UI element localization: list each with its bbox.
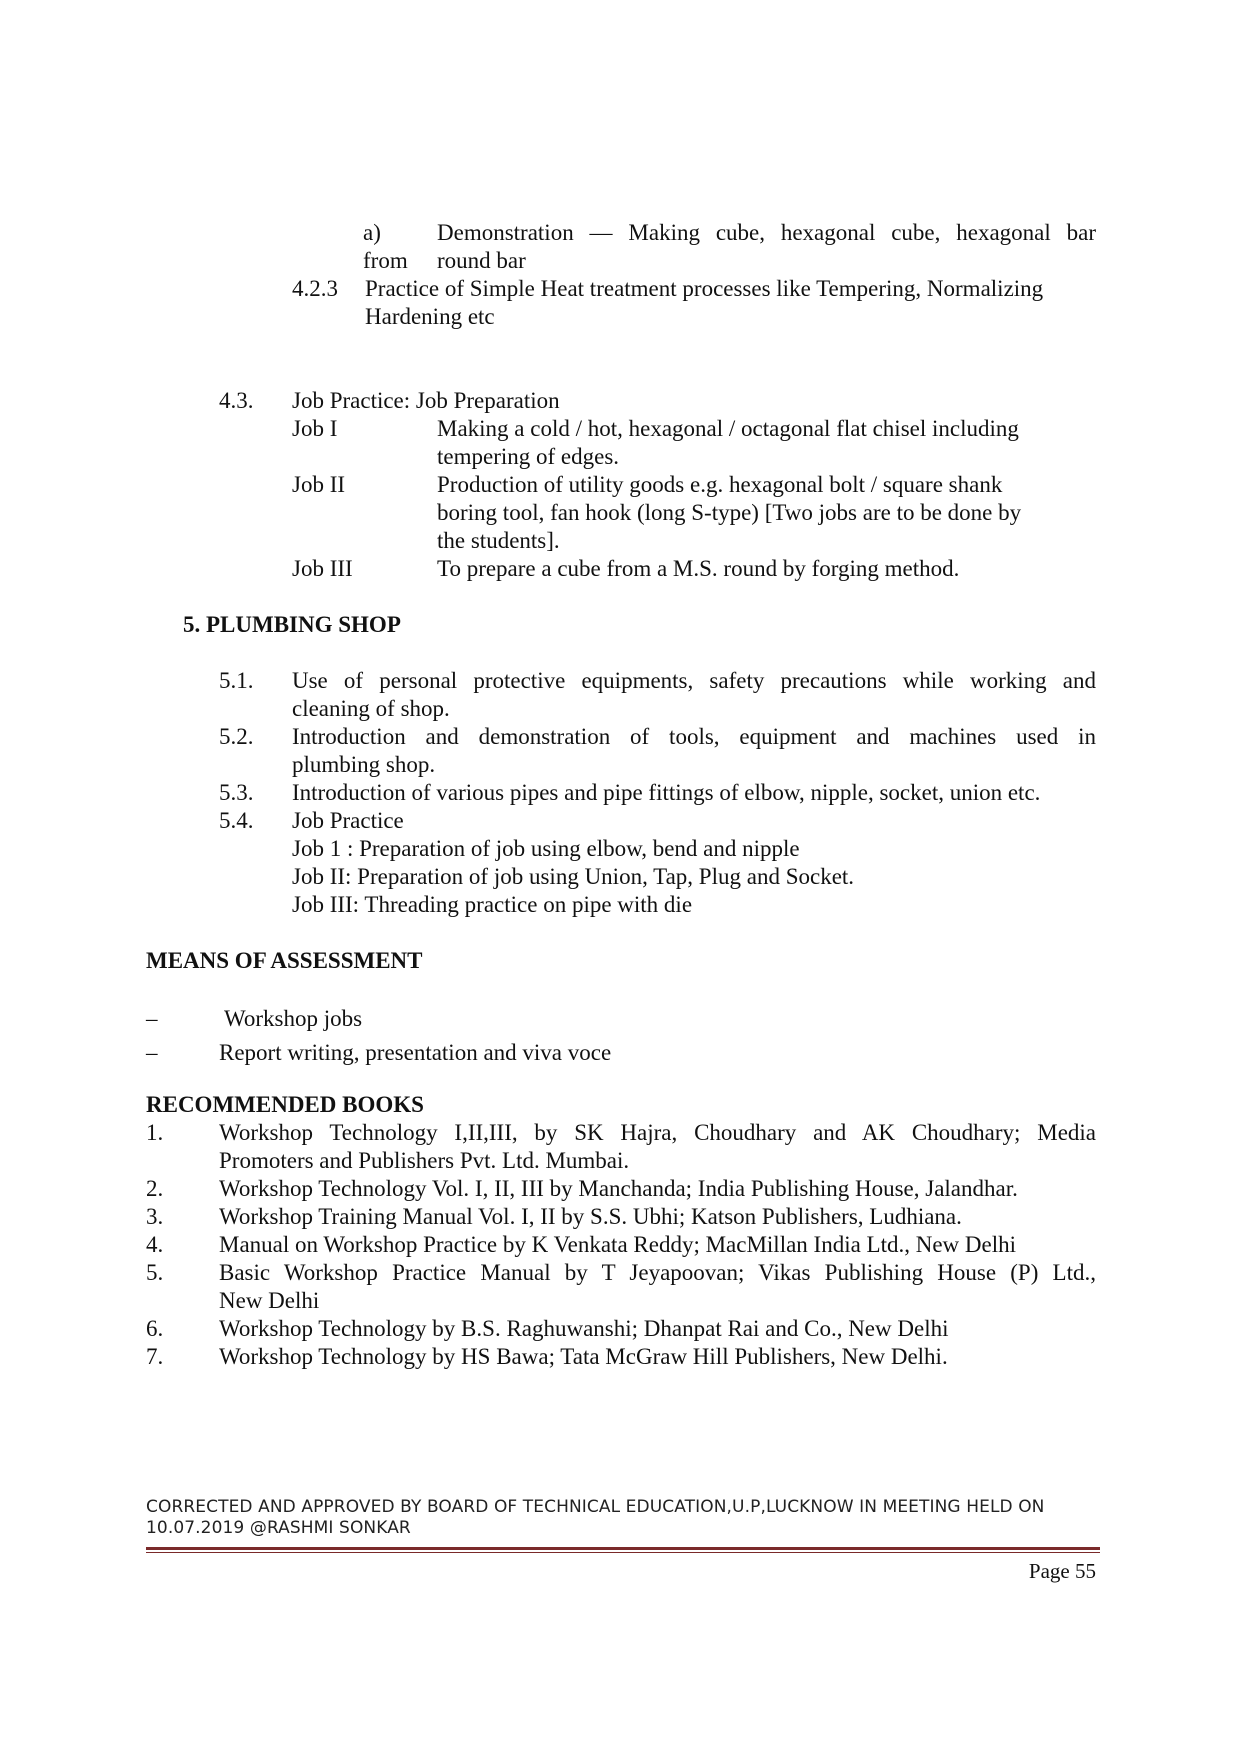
plumbing-item-number: 5.1. — [219, 668, 254, 693]
book-line: Workshop Technology I,II,III, by SK Hajra, Choudhary and AK Choudhary; Media — [219, 1120, 1096, 1145]
book-line: Promoters and Publishers Pvt. Ltd. Mumbai. — [219, 1148, 630, 1173]
assessment-dash: – — [146, 1040, 158, 1065]
job-line: boring tool, fan hook (long S-type) [Two jobs are to be done by — [437, 500, 1022, 525]
assessment-dash: – — [146, 1006, 158, 1031]
section-43-number: 4.3. — [219, 388, 254, 413]
footer-approval-line1: CORRECTED AND APPROVED BY BOARD OF TECHNICAL EDUCATION,U.P,LUCKNOW IN MEETING HELD ON — [146, 1497, 1045, 1517]
plumbing-item-number: 5.3. — [219, 780, 254, 805]
item-a-label: a) — [363, 220, 381, 245]
book-line: Basic Workshop Practice Manual by T Jeyapoovan; Vikas Publishing House (P) Ltd., — [219, 1260, 1096, 1285]
assessment-item: Report writing, presentation and viva voce — [219, 1040, 612, 1065]
section-423-line1: Practice of Simple Heat treatment processes like Tempering, Normalizing — [365, 276, 1044, 301]
section-423-number: 4.2.3 — [292, 276, 338, 301]
plumbing-item-line: cleaning of shop. — [292, 696, 450, 721]
book-number: 5. — [146, 1260, 164, 1285]
book-line: New Delhi — [219, 1288, 320, 1313]
footer-approval-line2: 10.07.2019 @RASHMI SONKAR — [146, 1518, 411, 1538]
job-line: the students]. — [437, 528, 560, 553]
job-label: Job I — [292, 416, 338, 441]
book-line: Workshop Training Manual Vol. I, II by S.S. Ubhi; Katson Publishers, Ludhiana. — [219, 1204, 962, 1229]
job-line: Production of utility goods e.g. hexagonal bolt / square shank — [437, 472, 1003, 497]
plumbing-item-line: plumbing shop. — [292, 752, 436, 777]
job-label: Job II — [292, 472, 346, 497]
job-line: tempering of edges. — [437, 444, 620, 469]
assessment-heading: MEANS OF ASSESSMENT — [146, 948, 423, 973]
item-a-from: from — [363, 248, 408, 273]
book-line: Manual on Workshop Practice by K Venkata Reddy; MacMillan India Ltd., New Delhi — [219, 1232, 1017, 1257]
section-43-title: Job Practice: Job Preparation — [292, 388, 560, 413]
plumbing-job: Job 1 : Preparation of job using elbow, bend and nipple — [292, 836, 800, 861]
item-a-text-line2: round bar — [437, 248, 526, 273]
book-number: 1. — [146, 1120, 164, 1145]
plumbing-job: Job II: Preparation of job using Union, Tap, Plug and Socket. — [292, 864, 855, 889]
book-number: 4. — [146, 1232, 164, 1257]
plumbing-heading: 5. PLUMBING SHOP — [183, 612, 401, 637]
plumbing-item-line: Use of personal protective equipments, safety precautions while working and — [292, 668, 1096, 693]
page-number: Page 55 — [1028, 1559, 1096, 1583]
job-label: Job III — [292, 556, 353, 581]
job-line: To prepare a cube from a M.S. round by forging method. — [437, 556, 960, 581]
item-a-text-line1: Demonstration — Making cube, hexagonal cube, hexagonal bar — [437, 220, 1096, 245]
footer-rule — [146, 1547, 1100, 1550]
plumbing-item-number: 5.2. — [219, 724, 254, 749]
plumbing-item-number: 5.4. — [219, 808, 254, 833]
plumbing-item-line: Job Practice — [292, 808, 404, 833]
job-line: Making a cold / hot, hexagonal / octagonal flat chisel including — [437, 416, 1019, 441]
footer-rule-thin — [146, 1552, 1100, 1553]
book-number: 6. — [146, 1316, 164, 1341]
book-number: 3. — [146, 1204, 164, 1229]
books-heading: RECOMMENDED BOOKS — [146, 1092, 424, 1117]
section-423-line2: Hardening etc — [365, 304, 495, 329]
book-line: Workshop Technology Vol. I, II, III by Manchanda; India Publishing House, Jalandhar. — [219, 1176, 1018, 1201]
plumbing-item-line: Introduction and demonstration of tools, equipment and machines used in — [292, 724, 1096, 749]
book-line: Workshop Technology by HS Bawa; Tata McGraw Hill Publishers, New Delhi. — [219, 1344, 948, 1369]
assessment-item: Workshop jobs — [224, 1006, 363, 1031]
plumbing-job: Job III: Threading practice on pipe with die — [292, 892, 693, 917]
book-number: 2. — [146, 1176, 164, 1201]
plumbing-item-line: Introduction of various pipes and pipe fittings of elbow, nipple, socket, union etc. — [292, 780, 1041, 805]
book-number: 7. — [146, 1344, 164, 1369]
book-line: Workshop Technology by B.S. Raghuwanshi; Dhanpat Rai and Co., New Delhi — [219, 1316, 949, 1341]
